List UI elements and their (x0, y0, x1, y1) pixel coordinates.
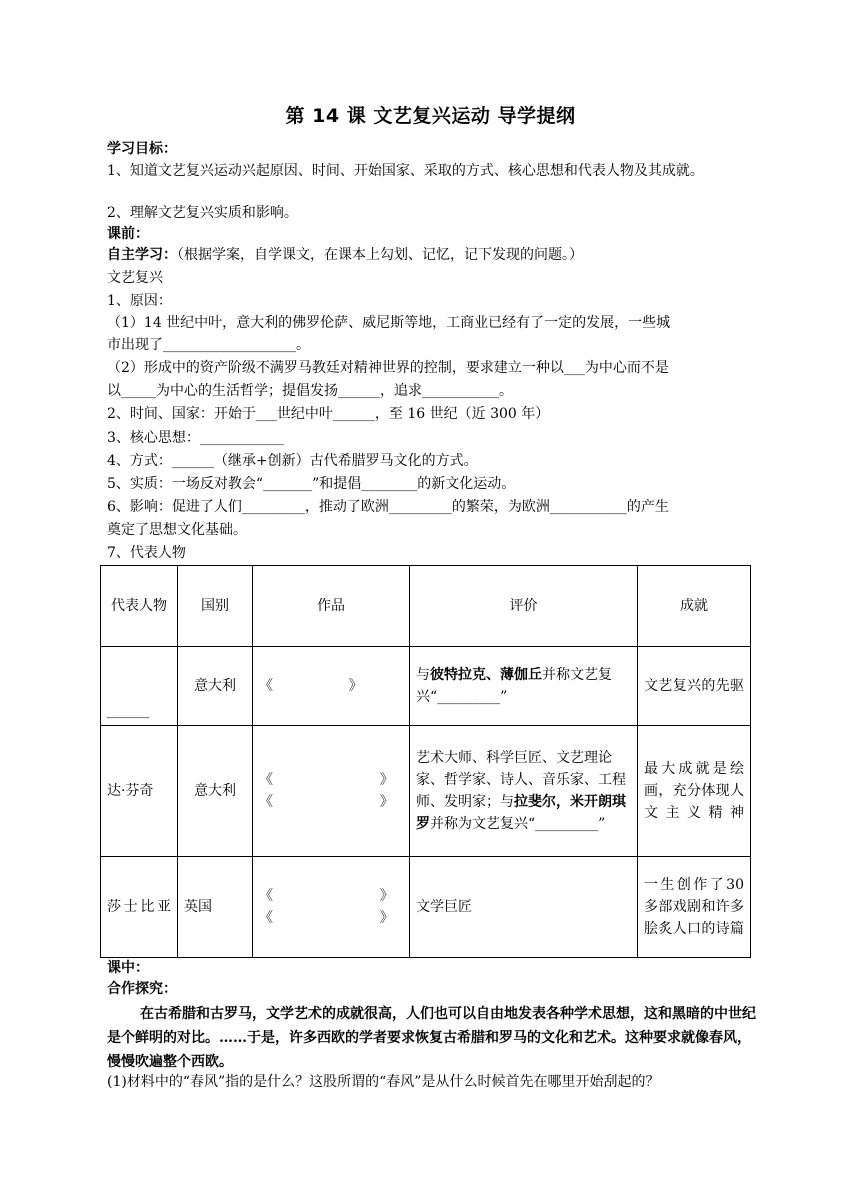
objective-2: 2、理解文艺复兴实质和影响。 (107, 205, 298, 221)
cause-1-line-2: 市出现了___________________。 (107, 337, 310, 353)
evaluation-cell (410, 726, 638, 857)
achievement-cell: 一生创作了30多部戏剧和许多脍炙人口的诗篇 (638, 857, 751, 958)
table-header-row (101, 566, 751, 647)
person-cell: 莎士比亚 (101, 857, 178, 958)
person-cell: 达·芬奇 (101, 726, 178, 857)
evaluation-cell (410, 647, 638, 726)
self-study-text: （根据学案，自学课文，在课本上勾划、记忆，记下发现的问题。） (177, 247, 583, 263)
self-study-line (107, 245, 757, 266)
country-cell: 意大利 (178, 726, 253, 857)
evaluation-name: 米开朗琪罗 (416, 794, 626, 832)
evaluation-text: 并称文艺复兴“_________” (416, 667, 612, 705)
cause-1-line-1: （1）14 世纪中叶，意大利的佛罗伦萨、威尼斯等地，工商业已经有了一定的发展，一些城 (107, 315, 671, 331)
evaluation-name: 彼特拉克 (430, 667, 486, 683)
cause-2-line-1: （2）形成中的资产阶级不满罗马教廷对精神世界的控制，要求建立一种以___为中心而不是 (107, 360, 669, 376)
country-cell: 意大利 (178, 647, 253, 726)
cause-2-line-2: 以_____为中心的生活哲学；提倡发扬______，追求___________。 (107, 383, 513, 399)
header-evaluation: 评价 (410, 566, 638, 647)
method-line: 4、方式：______（继承+创新）古代希腊罗马文化的方式。 (107, 453, 478, 469)
influence-line-1: 6、影响：促进了人们_________，推动了欧洲_________的繁荣，为欧洲___________的产生 (107, 499, 669, 515)
figures-heading: 7、代表人物 (107, 545, 186, 561)
question-1: (1)材料中的“春风”指的是什么？这股所谓的“春风”是从什么时候首先在哪里开始刮起的？ (107, 1074, 660, 1090)
header-works: 作品 (253, 566, 410, 647)
influence-line-2: 奠定了思想文化基础。 (107, 522, 247, 538)
evaluation-name: 薄伽丘 (500, 667, 542, 683)
table-row (101, 857, 751, 958)
evaluation-text: 并称为文艺复兴“_________” (430, 816, 606, 832)
evaluation-sep: ， (556, 794, 570, 810)
pre-class-heading: 课前： (107, 226, 149, 242)
person-cell: ______ (101, 647, 178, 726)
table-row (101, 726, 751, 857)
header-person: 代表人物 (101, 566, 178, 647)
works-cell: 《 》 《 》 (253, 857, 410, 958)
evaluation-text: 与 (416, 667, 430, 683)
header-achievement: 成就 (638, 566, 751, 647)
evaluation-cell: 文学巨匠 (410, 857, 638, 958)
country-cell: 英国 (178, 857, 253, 958)
header-country: 国别 (178, 566, 253, 647)
topic-line: 文艺复兴 (107, 270, 163, 286)
table-row (101, 647, 751, 726)
works-cell: 《 》 (253, 647, 410, 726)
cause-heading: 1、原因： (107, 293, 172, 309)
time-place-line: 2、时间、国家：开始于___世纪中叶______，至 16 世纪（近 300 年） (107, 406, 550, 422)
evaluation-name: 拉斐尔 (514, 794, 556, 810)
in-class-heading: 课中： (107, 960, 149, 976)
achievement-cell: 文艺复兴的先驱 (638, 647, 751, 726)
achievement-cell: 最大成就是绘画，充分体现人文主义精神 (638, 726, 751, 857)
essence-line: 5、实质：一场反对教会“_______”和提倡________的新文化运动。 (107, 476, 516, 492)
works-cell: 《 》 《 》 (253, 726, 410, 857)
page-title: 第 14 课 文艺复兴运动 导学提纲 (285, 105, 576, 127)
cooperative-inquiry-label: 合作探究： (107, 981, 177, 997)
evaluation-sep: 、 (486, 667, 500, 683)
core-idea-line: 3、核心思想：____________ (107, 430, 284, 446)
evaluation-text: 艺术大师、科学巨匠、文艺理论家、哲学家、诗人、音乐家、工程师、发明家；与 (416, 750, 626, 810)
objective-1: 1、知道文艺复兴运动兴起原因、时间、开始国家、采取的方式、核心思想和代表人物及其成就。 (107, 163, 704, 179)
representative-figures-table (100, 565, 751, 958)
self-study-label: 自主学习： (107, 247, 177, 263)
source-passage: 在古希腊和古罗马，文学艺术的成就很高，人们也可以自由地发表各种学术思想，这和黑暗的中世纪是个鲜明的对比。……于是，许多西欧的学者要求恢复古希腊和罗马的文化和艺术。这种要求就像春风，慢慢吹遍整个西欧。 (107, 1006, 756, 1070)
objectives-heading: 学习目标： (107, 141, 177, 157)
